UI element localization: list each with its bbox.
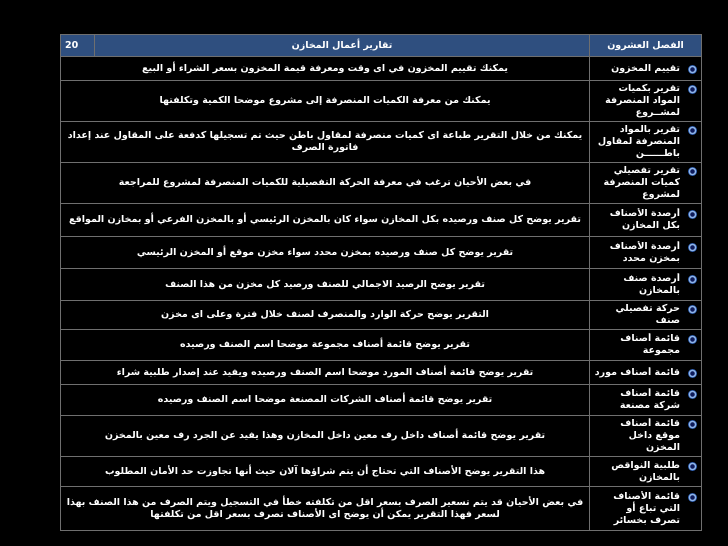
table-header-row <box>61 35 702 57</box>
report-name-cell <box>590 416 702 457</box>
report-name: طلبية النواقص بالمخازن <box>611 459 680 483</box>
report-description: تقرير يوضح قائمة أصناف الشركات المصنعة موضحا اسم الصنف ورصيده <box>61 385 590 416</box>
report-name: قائمة أصناف موقع داخل المخزن <box>620 418 680 453</box>
report-name-cell <box>590 301 702 330</box>
report-description: يمكنك تقييم المخزون في اى وقت ومعرفة قيمة المخزون بسعر الشراء أو البيع <box>61 57 590 81</box>
bullet-icon <box>688 85 697 94</box>
report-description: في بعض الأحيان قد يتم تسعير الصرف بسعر اقل من تكلفته خطأ في التسجيل ويتم الصرف من هذا الصنف بهذا لسعر فهذا التقرير يمكن أن يوضح اى الأصناف تصرف بسعر اقل من تكلفتها <box>61 487 590 531</box>
report-description: تقرير يوضح قائمة أصناف المورد موضحا اسم الصنف ورصيده ويفيد عند إصدار طلبية شراء <box>61 361 590 385</box>
slide-number: 20 <box>61 35 95 57</box>
report-description: تقرير يوضح قائمة أصناف مجموعة موضحا اسم الصنف ورصيده <box>61 330 590 361</box>
bullet-icon <box>688 243 697 252</box>
report-name-cell <box>590 457 702 487</box>
table-row <box>61 487 702 531</box>
table-row <box>61 163 702 204</box>
bullet-icon <box>688 167 697 176</box>
table-row <box>61 361 702 385</box>
report-name-cell <box>590 487 702 531</box>
bullet-icon <box>688 493 697 502</box>
report-name: أرصدة الأصناف بكل المخازن <box>609 208 680 231</box>
table-row <box>61 416 702 457</box>
table-row <box>61 457 702 487</box>
table-row <box>61 57 702 81</box>
report-name-cell <box>590 385 702 416</box>
report-name: حركة تفصيلي صنف <box>615 303 680 326</box>
report-name: أرصدة الأصناف بمخزن محدد <box>609 240 680 264</box>
table-row <box>61 122 702 163</box>
report-name-cell <box>590 163 702 204</box>
reports-table <box>60 34 702 531</box>
bullet-icon <box>688 462 697 471</box>
bullet-icon <box>688 335 697 344</box>
table-row <box>61 330 702 361</box>
report-name: تقييم المخزون <box>611 62 680 74</box>
report-name: قائمة أصناف مورد <box>594 366 680 378</box>
report-name: قائمة أصناف شركة مصنعة <box>619 388 680 411</box>
bullet-icon <box>688 275 697 284</box>
report-name-cell <box>590 361 702 385</box>
report-name: قائمة أصناف مجموعة <box>620 333 680 356</box>
bullet-icon <box>688 210 697 219</box>
report-description: في بعض الأحيان ترغب في معرفة الحركة التفصيلية للكميات المنصرفة لمشروع للمراجعة <box>61 163 590 204</box>
report-name: تقرير تفصيلي كميات المنصرفة لمشروع <box>603 165 680 200</box>
report-description: تقرير يوضح كل صنف ورصيده بمخزن محدد سواء مخزن موقع أو المخزن الرئيسي <box>61 237 590 269</box>
report-name-cell <box>590 330 702 361</box>
report-description: التقرير يوضح حركة الوارد والمنصرف لصنف خلال فترة وعلى اى مخزن <box>61 301 590 330</box>
table-row <box>61 204 702 237</box>
report-name: قائمة الأصناف التي تباع أو تصرف بخسائر <box>613 490 680 526</box>
report-name-cell <box>590 57 702 81</box>
report-name-cell <box>590 81 702 122</box>
report-name-cell <box>590 204 702 237</box>
column-header-chapter: الفصل العشرون <box>590 35 702 57</box>
report-name-cell <box>590 237 702 269</box>
report-description: تقرير يوضح الرصيد الاجمالي للصنف ورصيد كل مخزن من هذا الصنف <box>61 269 590 301</box>
report-name: تقرير بكميات المواد المنصرفة لمشــروع <box>605 83 680 118</box>
bullet-icon <box>688 390 697 399</box>
report-description: تقرير يوضح كل صنف ورصيده بكل المخازن سواء كان بالمخزن الرئيسي أو بالمخزن الفرعي أو بمخازن المواقع <box>61 204 590 237</box>
report-description: يمكنك من خلال التقرير طباعة اى كميات منصرفة لمقاول باطن حيث تم تسجيلها كدفعة على المقاول عند إعداد فاتورة الصرف <box>61 122 590 163</box>
table-row <box>61 269 702 301</box>
bullet-icon <box>688 126 697 135</box>
bullet-icon <box>688 305 697 314</box>
table-row <box>61 301 702 330</box>
bullet-icon <box>688 65 697 74</box>
report-name: أرصدة صنف بالمخازن <box>623 272 680 296</box>
report-description: هذا التقرير يوضح الأصناف التي تحتاج أن يتم شراؤها آلان حيث أنها تجاوزت حد الأمان المطلوب <box>61 457 590 487</box>
bullet-icon <box>688 420 697 429</box>
report-name-cell <box>590 269 702 301</box>
report-name-cell <box>590 122 702 163</box>
report-name: تقرير بالمواد المنصرفة لمقاول باطــــــن <box>597 124 680 159</box>
table-row <box>61 385 702 416</box>
bullet-icon <box>688 369 697 378</box>
report-description: يمكنك من معرفة الكميات المنصرفة إلى مشروع موضحا الكمية وتكلفتها <box>61 81 590 122</box>
column-header-description: تقارير أعمال المخازن <box>95 35 590 57</box>
table-row <box>61 81 702 122</box>
report-description: تقرير يوضح قائمة أصناف داخل رف معين داخل المخازن وهذا يفيد عن الجرد رف معين بالمخزن <box>61 416 590 457</box>
table-row <box>61 237 702 269</box>
